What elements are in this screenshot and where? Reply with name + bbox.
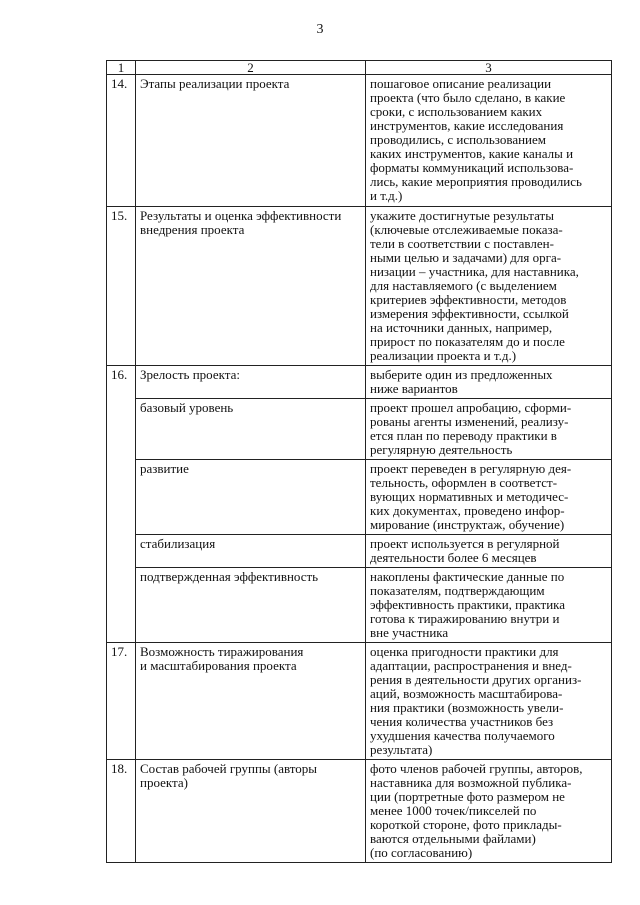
row-label: Этапы реализации проекта	[136, 75, 366, 207]
row-description: пошаговое описание реализации проекта (что было сделано, в какие сроки, с использованием каких инструментов, какие исследования проводились, с использованием каких инструментов, какие каналы и форматы коммуникаций использова- лись, какие мероприятия проводились и т.д.)	[366, 75, 612, 207]
page-number: 3	[316, 22, 324, 37]
table-row	[107, 207, 612, 366]
table-row	[107, 760, 612, 863]
table-row	[107, 535, 612, 568]
row-description: фото членов рабочей группы, авторов, наставника для возможной публика- ции (портретные фото размером не менее 1000 точек/пикселей по короткой стороне, фото приклады- ваются отдельными файлами) (по согласованию)	[366, 760, 612, 863]
row-label: Зрелость проекта:	[136, 366, 366, 399]
table-row	[107, 460, 612, 535]
row-description: выберите один из предложенных ниже вариантов	[366, 366, 612, 399]
row-number: 14.	[107, 75, 136, 207]
column-header: 3	[366, 61, 612, 75]
table-row	[107, 643, 612, 760]
row-number: 16.	[107, 366, 136, 643]
row-label: стабилизация	[136, 535, 366, 568]
row-label: Результаты и оценка эффективности внедрения проекта	[136, 207, 366, 366]
row-number: 17.	[107, 643, 136, 760]
table-row	[107, 75, 612, 207]
row-description: проект используется в регулярной деятельности более 6 месяцев	[366, 535, 612, 568]
row-description: накоплены фактические данные по показателям, подтверждающим эффективность практики, практика готова к тиражированию внутри и вне участника	[366, 568, 612, 643]
row-number: 18.	[107, 760, 136, 863]
row-label: подтвержденная эффективность	[136, 568, 366, 643]
project-form-table	[106, 60, 612, 863]
row-number: 15.	[107, 207, 136, 366]
column-header: 1	[107, 61, 136, 75]
row-description: оценка пригодности практики для адаптации, распространения и внед- рения в деятельности других организ- аций, возможность масштабирова- ния практики (возможность увели- чения количества участников без ухудшения качества получаемого результата)	[366, 643, 612, 760]
row-label: развитие	[136, 460, 366, 535]
row-description: проект прошел апробацию, сформи- рованы агенты изменений, реализу- ется план по переводу практики в регулярную деятельность	[366, 399, 612, 460]
table-row	[107, 568, 612, 643]
table-row	[107, 399, 612, 460]
row-label: базовый уровень	[136, 399, 366, 460]
table-row	[107, 366, 612, 399]
table-header-row	[107, 61, 612, 75]
row-description: укажите достигнутые результаты (ключевые отслеживаемые показа- тели в соответствии с поставлен- ными целью и задачами) для орга- низации – участника, для наставника, для наставляемого (с выделением критериев эффективности, методов измерения эффективности, ссылкой на источники данных, например, прирост по показателям до и после реализации проекта и т.д.)	[366, 207, 612, 366]
row-description: проект переведен в регулярную дея- тельность, оформлен в соответст- вующих нормативных и методичес- ких документах, проведено инфор- мирование (инструктаж, обучение)	[366, 460, 612, 535]
row-label: Возможность тиражирования и масштабирования проекта	[136, 643, 366, 760]
row-label: Состав рабочей группы (авторы проекта)	[136, 760, 366, 863]
column-header: 2	[136, 61, 366, 75]
